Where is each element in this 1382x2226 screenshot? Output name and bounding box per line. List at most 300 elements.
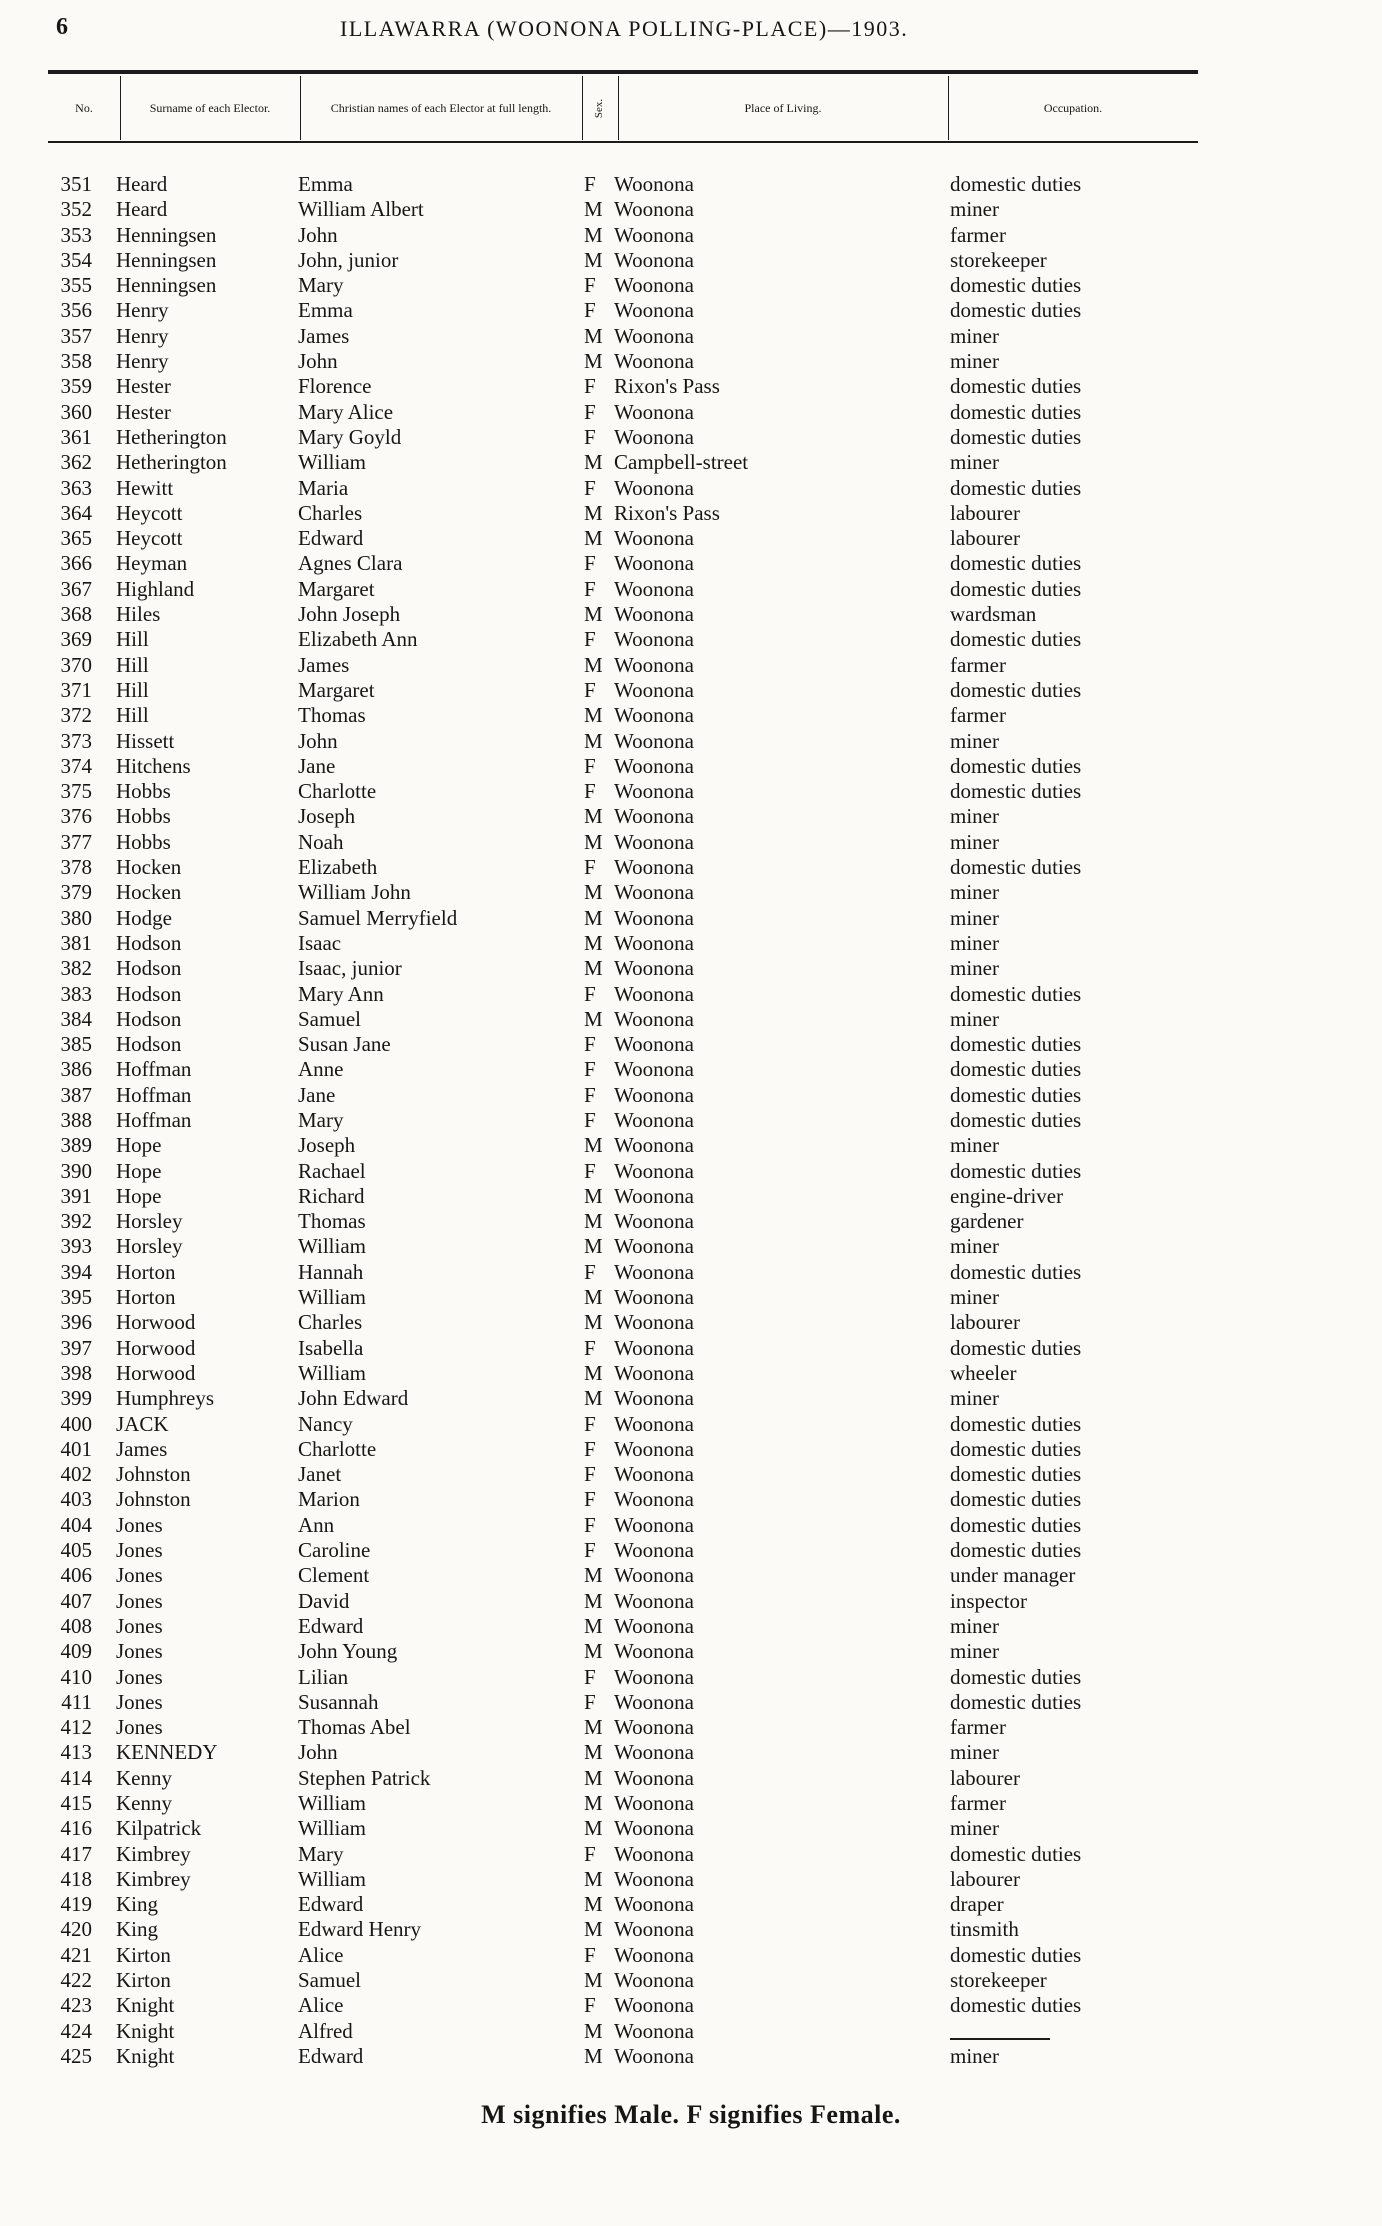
elector-place-of-living: Campbell-street bbox=[614, 450, 749, 475]
table-row bbox=[0, 298, 1382, 323]
elector-place-of-living: Woonona bbox=[614, 1866, 694, 1891]
elector-occupation: farmer bbox=[950, 1791, 1006, 1815]
elector-number: 423 bbox=[60, 1993, 92, 2018]
elector-number: 409 bbox=[60, 1639, 92, 1664]
elector-number: 402 bbox=[60, 1462, 92, 1487]
elector-surname: Hoffman bbox=[116, 1057, 192, 1082]
elector-sex: F bbox=[584, 475, 596, 500]
elector-occupation: farmer bbox=[950, 652, 1006, 677]
elector-occupation: farmer bbox=[950, 703, 1006, 728]
table-row bbox=[0, 602, 1382, 627]
elector-christian-names: Charles bbox=[298, 1310, 363, 1335]
elector-place-of-living: Woonona bbox=[614, 1133, 694, 1158]
elector-occupation bbox=[950, 2019, 1050, 2044]
elector-christian-names: Charlotte bbox=[298, 1436, 377, 1461]
elector-place-of-living: Woonona bbox=[614, 602, 694, 627]
elector-place-of-living: Woonona bbox=[614, 855, 694, 880]
elector-place-of-living: Rixon's Pass bbox=[614, 374, 720, 399]
elector-christian-names: John bbox=[298, 222, 338, 247]
table-row bbox=[0, 1639, 1382, 1664]
elector-sex: F bbox=[584, 1259, 596, 1284]
table-row bbox=[0, 1234, 1382, 1259]
elector-number: 372 bbox=[60, 703, 92, 728]
elector-christian-names: William bbox=[298, 1360, 366, 1385]
elector-occupation: gardener bbox=[950, 1209, 1024, 1234]
elector-christian-names: John bbox=[298, 728, 338, 753]
elector-occupation: domestic duties bbox=[950, 753, 1082, 778]
table-row bbox=[0, 501, 1382, 526]
elector-occupation: miner bbox=[950, 1613, 999, 1638]
elector-sex: M bbox=[584, 1310, 603, 1335]
elector-christian-names: Isabella bbox=[298, 1335, 364, 1360]
elector-place-of-living: Woonona bbox=[614, 1791, 694, 1815]
elector-christian-names: Alice bbox=[298, 1993, 344, 2018]
elector-number: 407 bbox=[60, 1588, 92, 1613]
elector-surname: Knight bbox=[116, 2018, 175, 2043]
elector-sex: M bbox=[584, 500, 603, 525]
elector-sex: F bbox=[584, 1032, 596, 1057]
elector-number: 388 bbox=[60, 1107, 92, 1132]
elector-occupation: miner bbox=[950, 1740, 999, 1765]
elector-sex: F bbox=[584, 627, 596, 652]
elector-christian-names: Agnes Clara bbox=[298, 551, 403, 576]
elector-place-of-living: Woonona bbox=[614, 1209, 694, 1234]
elector-christian-names: Marion bbox=[298, 1487, 360, 1512]
elector-surname: Hobbs bbox=[116, 804, 171, 829]
elector-number: 417 bbox=[60, 1841, 92, 1866]
elector-sex: F bbox=[584, 1512, 596, 1537]
elector-sex: F bbox=[584, 981, 596, 1006]
elector-number: 401 bbox=[60, 1436, 92, 1461]
elector-place-of-living: Woonona bbox=[614, 1285, 694, 1310]
table-row bbox=[0, 1159, 1382, 1184]
elector-occupation: domestic duties bbox=[950, 424, 1082, 449]
elector-sex: M bbox=[584, 829, 603, 854]
elector-number: 359 bbox=[60, 374, 92, 399]
elector-place-of-living: Woonona bbox=[614, 247, 694, 272]
elector-christian-names: Janet bbox=[298, 1462, 342, 1487]
elector-occupation: miner bbox=[950, 1234, 999, 1259]
elector-number: 400 bbox=[60, 1411, 92, 1436]
elector-occupation: labourer bbox=[950, 500, 1020, 525]
table-row bbox=[0, 450, 1382, 475]
elector-christian-names: Clement bbox=[298, 1563, 370, 1588]
elector-occupation: domestic duties bbox=[950, 273, 1082, 298]
elector-occupation: wardsman bbox=[950, 602, 1037, 627]
table-row bbox=[0, 1133, 1382, 1158]
elector-occupation: domestic duties bbox=[950, 1538, 1082, 1563]
table-row bbox=[0, 248, 1382, 273]
elector-sex: M bbox=[584, 880, 603, 905]
elector-place-of-living: Woonona bbox=[614, 728, 694, 753]
elector-number: 370 bbox=[60, 652, 92, 677]
elector-christian-names: William bbox=[298, 450, 366, 475]
elector-christian-names: John Joseph bbox=[298, 602, 401, 627]
elector-christian-names: Stephen Patrick bbox=[298, 1765, 431, 1790]
elector-occupation: miner bbox=[950, 450, 999, 475]
elector-sex: M bbox=[584, 349, 603, 374]
elector-surname: Hodson bbox=[116, 930, 182, 955]
elector-place-of-living: Woonona bbox=[614, 1107, 694, 1132]
elector-christian-names: James bbox=[298, 323, 350, 348]
elector-place-of-living: Woonona bbox=[614, 1639, 694, 1664]
table-row bbox=[0, 982, 1382, 1007]
elector-sex: F bbox=[584, 1942, 596, 1967]
elector-number: 394 bbox=[60, 1259, 92, 1284]
elector-occupation: domestic duties bbox=[950, 1436, 1082, 1461]
elector-place-of-living: Woonona bbox=[614, 1386, 694, 1411]
elector-christian-names: John Young bbox=[298, 1639, 398, 1664]
elector-place-of-living: Woonona bbox=[614, 956, 694, 981]
elector-number: 362 bbox=[60, 450, 92, 475]
table-row bbox=[0, 729, 1382, 754]
elector-surname: Hetherington bbox=[116, 450, 227, 475]
elector-place-of-living: Woonona bbox=[614, 399, 694, 424]
table-row bbox=[0, 931, 1382, 956]
table-row bbox=[0, 1538, 1382, 1563]
elector-sex: F bbox=[584, 1487, 596, 1512]
elector-number: 376 bbox=[60, 804, 92, 829]
elector-number: 404 bbox=[60, 1512, 92, 1537]
elector-sex: M bbox=[584, 1588, 603, 1613]
elector-number: 425 bbox=[60, 2043, 92, 2068]
elector-sex: M bbox=[584, 1866, 603, 1891]
elector-place-of-living: Woonona bbox=[614, 1082, 694, 1107]
elector-christian-names: Margaret bbox=[298, 576, 375, 601]
table-row bbox=[0, 1007, 1382, 1032]
elector-place-of-living: Woonona bbox=[614, 1006, 694, 1031]
elector-surname: Heard bbox=[116, 172, 168, 196]
elector-occupation: miner bbox=[950, 956, 999, 981]
elector-place-of-living: Woonona bbox=[614, 1563, 694, 1588]
elector-sex: F bbox=[584, 779, 596, 804]
elector-number: 412 bbox=[60, 1715, 92, 1740]
elector-place-of-living: Woonona bbox=[614, 1715, 694, 1740]
elector-number: 421 bbox=[60, 1942, 92, 1967]
elector-place-of-living: Woonona bbox=[614, 1234, 694, 1259]
elector-place-of-living: Woonona bbox=[614, 703, 694, 728]
elector-place-of-living: Woonona bbox=[614, 1588, 694, 1613]
elector-occupation: storekeeper bbox=[950, 1968, 1047, 1993]
table-row bbox=[0, 425, 1382, 450]
elector-occupation: labourer bbox=[950, 526, 1020, 551]
elector-christian-names: James bbox=[298, 652, 350, 677]
elector-place-of-living: Woonona bbox=[614, 1436, 694, 1461]
elector-number: 424 bbox=[60, 2018, 92, 2043]
elector-christian-names: Alfred bbox=[298, 2018, 353, 2043]
elector-surname: Hetherington bbox=[116, 424, 227, 449]
elector-number: 389 bbox=[60, 1133, 92, 1158]
elector-place-of-living: Woonona bbox=[614, 1057, 694, 1082]
table-row bbox=[0, 324, 1382, 349]
elector-number: 358 bbox=[60, 349, 92, 374]
elector-surname: Kimbrey bbox=[116, 1866, 191, 1891]
elector-christian-names: Samuel Merryfield bbox=[298, 905, 458, 930]
elector-number: 396 bbox=[60, 1310, 92, 1335]
table-row bbox=[0, 577, 1382, 602]
table-row bbox=[0, 1361, 1382, 1386]
elector-place-of-living: Woonona bbox=[614, 1538, 694, 1563]
elector-sex: M bbox=[584, 804, 603, 829]
elector-place-of-living: Woonona bbox=[614, 1032, 694, 1057]
elector-sex: M bbox=[584, 905, 603, 930]
elector-place-of-living: Woonona bbox=[614, 1487, 694, 1512]
elector-occupation: miner bbox=[950, 1386, 999, 1411]
column-header-occupation: Occupation. bbox=[1043, 100, 1103, 115]
elector-occupation: farmer bbox=[950, 1715, 1006, 1740]
table-row bbox=[0, 779, 1382, 804]
elector-surname: Jones bbox=[116, 1512, 163, 1537]
elector-surname: Horwood bbox=[116, 1310, 196, 1335]
elector-christian-names: Hannah bbox=[298, 1259, 364, 1284]
elector-surname: Johnston bbox=[116, 1487, 191, 1512]
elector-occupation: inspector bbox=[950, 1588, 1027, 1613]
table-row bbox=[0, 172, 1382, 197]
elector-number: 374 bbox=[60, 753, 92, 778]
elector-occupation: labourer bbox=[950, 1765, 1020, 1790]
elector-christian-names: Florence bbox=[298, 374, 372, 399]
elector-christian-names: Thomas bbox=[298, 1209, 366, 1234]
elector-surname: Jones bbox=[116, 1639, 163, 1664]
elector-number: 413 bbox=[60, 1740, 92, 1765]
sex-legend-footnote: M signifies Male. F signifies Female. bbox=[481, 2100, 901, 2129]
elector-sex: M bbox=[584, 602, 603, 627]
elector-sex: F bbox=[584, 1689, 596, 1714]
elector-place-of-living: Woonona bbox=[614, 551, 694, 576]
elector-place-of-living: Woonona bbox=[614, 1816, 694, 1841]
elector-place-of-living: Woonona bbox=[614, 779, 694, 804]
elector-place-of-living: Woonona bbox=[614, 1968, 694, 1993]
elector-surname: Hodge bbox=[116, 905, 172, 930]
elector-christian-names: Samuel bbox=[298, 1968, 361, 1993]
elector-number: 368 bbox=[60, 602, 92, 627]
table-row bbox=[0, 1462, 1382, 1487]
elector-sex: M bbox=[584, 1360, 603, 1385]
elector-sex: M bbox=[584, 2018, 603, 2043]
elector-christian-names: William bbox=[298, 1816, 366, 1841]
elector-place-of-living: Woonona bbox=[614, 172, 694, 196]
elector-place-of-living: Woonona bbox=[614, 1335, 694, 1360]
elector-surname: Horwood bbox=[116, 1360, 196, 1385]
elector-sex: F bbox=[584, 424, 596, 449]
page-heading: ILLAWARRA (WOONONA POLLING-PLACE)—1903. bbox=[340, 16, 909, 41]
elector-occupation: miner bbox=[950, 1006, 999, 1031]
elector-surname: Hodson bbox=[116, 1006, 182, 1031]
elector-surname: Hissett bbox=[116, 728, 175, 753]
elector-christian-names: Mary bbox=[298, 1107, 344, 1132]
elector-surname: Knight bbox=[116, 1993, 175, 2018]
elector-place-of-living: Woonona bbox=[614, 424, 694, 449]
elector-occupation: domestic duties bbox=[950, 576, 1082, 601]
elector-occupation: miner bbox=[950, 930, 999, 955]
elector-number: 364 bbox=[60, 500, 92, 525]
elector-occupation: miner bbox=[950, 323, 999, 348]
elector-sex: M bbox=[584, 323, 603, 348]
elector-occupation: domestic duties bbox=[950, 1942, 1082, 1967]
table-row bbox=[0, 1184, 1382, 1209]
elector-sex: M bbox=[584, 1968, 603, 1993]
elector-surname: Henningsen bbox=[116, 222, 217, 247]
elector-surname: Horsley bbox=[116, 1209, 183, 1234]
elector-place-of-living: Woonona bbox=[614, 1183, 694, 1208]
elector-sex: F bbox=[584, 1082, 596, 1107]
table-row bbox=[0, 1867, 1382, 1892]
elector-place-of-living: Woonona bbox=[614, 880, 694, 905]
elector-christian-names: William bbox=[298, 1234, 366, 1259]
elector-number: 379 bbox=[60, 880, 92, 905]
elector-occupation: labourer bbox=[950, 1866, 1020, 1891]
elector-christian-names: William bbox=[298, 1866, 366, 1891]
table-row bbox=[0, 703, 1382, 728]
table-row bbox=[0, 1917, 1382, 1942]
elector-christian-names: Charles bbox=[298, 500, 363, 525]
table-row bbox=[0, 2044, 1382, 2069]
elector-number: 411 bbox=[61, 1689, 92, 1714]
elector-occupation: domestic duties bbox=[950, 1689, 1082, 1714]
elector-place-of-living: Woonona bbox=[614, 1689, 694, 1714]
elector-surname: Hodson bbox=[116, 956, 182, 981]
elector-number: 408 bbox=[60, 1613, 92, 1638]
elector-sex: M bbox=[584, 1639, 603, 1664]
elector-number: 377 bbox=[60, 829, 92, 854]
elector-number: 393 bbox=[60, 1234, 92, 1259]
elector-christian-names: Caroline bbox=[298, 1538, 371, 1563]
elector-place-of-living: Woonona bbox=[614, 905, 694, 930]
table-row bbox=[0, 197, 1382, 222]
elector-occupation: domestic duties bbox=[950, 1259, 1082, 1284]
elector-surname: Henningsen bbox=[116, 247, 217, 272]
elector-place-of-living: Woonona bbox=[614, 1917, 694, 1942]
table-row bbox=[0, 349, 1382, 374]
elector-occupation: domestic duties bbox=[950, 1664, 1082, 1689]
table-row bbox=[0, 551, 1382, 576]
elector-number: 380 bbox=[60, 905, 92, 930]
elector-sex: M bbox=[584, 222, 603, 247]
elector-occupation: domestic duties bbox=[950, 1993, 1082, 2018]
elector-sex: M bbox=[584, 930, 603, 955]
table-row bbox=[0, 1108, 1382, 1133]
elector-number: 373 bbox=[60, 728, 92, 753]
elector-number: 387 bbox=[60, 1082, 92, 1107]
elector-christian-names: Rachael bbox=[298, 1158, 366, 1183]
elector-christian-names: Isaac, junior bbox=[298, 956, 402, 981]
table-row bbox=[0, 1412, 1382, 1437]
elector-place-of-living: Woonona bbox=[614, 1259, 694, 1284]
elector-sex: F bbox=[584, 172, 596, 196]
elector-surname: Heyman bbox=[116, 551, 188, 576]
elector-christian-names: Maria bbox=[298, 475, 349, 500]
elector-number: 383 bbox=[60, 981, 92, 1006]
elector-place-of-living: Woonona bbox=[614, 1664, 694, 1689]
elector-surname: Hewitt bbox=[116, 475, 174, 500]
elector-occupation: domestic duties bbox=[950, 1841, 1082, 1866]
elector-occupation: miner bbox=[950, 905, 999, 930]
elector-place-of-living: Woonona bbox=[614, 1462, 694, 1487]
elector-sex: M bbox=[584, 1917, 603, 1942]
elector-occupation: domestic duties bbox=[950, 1082, 1082, 1107]
elector-sex: F bbox=[584, 1538, 596, 1563]
elector-christian-names: Edward bbox=[298, 526, 364, 551]
elector-number: 361 bbox=[60, 424, 92, 449]
table-row bbox=[0, 1083, 1382, 1108]
elector-place-of-living: Woonona bbox=[614, 2018, 694, 2043]
elector-christian-names: John Edward bbox=[298, 1386, 409, 1411]
elector-sex: M bbox=[584, 247, 603, 272]
elector-sex: M bbox=[584, 1613, 603, 1638]
elector-occupation: miner bbox=[950, 1285, 999, 1310]
elector-number: 386 bbox=[60, 1057, 92, 1082]
elector-surname: Heard bbox=[116, 197, 168, 222]
elector-surname: Hope bbox=[116, 1183, 162, 1208]
elector-sex: M bbox=[584, 2043, 603, 2068]
elector-sex: F bbox=[584, 1993, 596, 2018]
elector-sex: F bbox=[584, 1462, 596, 1487]
table-row bbox=[0, 1487, 1382, 1512]
elector-number: 392 bbox=[60, 1209, 92, 1234]
table-row bbox=[0, 1209, 1382, 1234]
elector-sex: M bbox=[584, 1816, 603, 1841]
elector-christian-names: David bbox=[298, 1588, 350, 1613]
elector-surname: Hill bbox=[116, 627, 149, 652]
elector-christian-names: Richard bbox=[298, 1183, 365, 1208]
elector-surname: Hill bbox=[116, 652, 149, 677]
table-row bbox=[0, 956, 1382, 981]
elector-surname: Hoffman bbox=[116, 1107, 192, 1132]
elector-sex: F bbox=[584, 273, 596, 298]
elector-surname: Hitchens bbox=[116, 753, 191, 778]
elector-number: 369 bbox=[60, 627, 92, 652]
elector-number: 357 bbox=[60, 323, 92, 348]
elector-christian-names: John bbox=[298, 349, 338, 374]
elector-christian-names: John bbox=[298, 1740, 338, 1765]
elector-place-of-living: Woonona bbox=[614, 1740, 694, 1765]
elector-occupation: domestic duties bbox=[950, 855, 1082, 880]
elector-christian-names: Thomas Abel bbox=[298, 1715, 411, 1740]
table-row bbox=[0, 1032, 1382, 1057]
elector-surname: Hiles bbox=[116, 602, 161, 627]
elector-christian-names: Alice bbox=[298, 1942, 344, 1967]
elector-sex: M bbox=[584, 1791, 603, 1815]
elector-sex: F bbox=[584, 753, 596, 778]
elector-surname: Jones bbox=[116, 1715, 163, 1740]
elector-number: 422 bbox=[60, 1968, 92, 1993]
elector-surname: JACK bbox=[116, 1411, 169, 1436]
elector-number: 403 bbox=[60, 1487, 92, 1512]
elector-occupation: miner bbox=[950, 2043, 999, 2068]
elector-surname: Johnston bbox=[116, 1462, 191, 1487]
elector-surname: Horwood bbox=[116, 1335, 196, 1360]
elector-surname: Henry bbox=[116, 298, 169, 323]
elector-list bbox=[0, 172, 1382, 2069]
elector-place-of-living: Woonona bbox=[614, 930, 694, 955]
elector-occupation: miner bbox=[950, 1816, 999, 1841]
elector-occupation: farmer bbox=[950, 222, 1006, 247]
elector-surname: Kenny bbox=[116, 1765, 172, 1790]
elector-place-of-living: Woonona bbox=[614, 475, 694, 500]
table-row bbox=[0, 880, 1382, 905]
elector-christian-names: William John bbox=[298, 880, 411, 905]
elector-surname: Horton bbox=[116, 1259, 176, 1284]
elector-occupation: domestic duties bbox=[950, 1512, 1082, 1537]
elector-place-of-living: Woonona bbox=[614, 627, 694, 652]
elector-christian-names: Thomas bbox=[298, 703, 366, 728]
elector-sex: M bbox=[584, 1234, 603, 1259]
elector-occupation: domestic duties bbox=[950, 551, 1082, 576]
elector-occupation: labourer bbox=[950, 1310, 1020, 1335]
elector-christian-names: Mary bbox=[298, 1841, 344, 1866]
elector-christian-names: Edward bbox=[298, 1613, 364, 1638]
elector-christian-names: William bbox=[298, 1791, 366, 1815]
